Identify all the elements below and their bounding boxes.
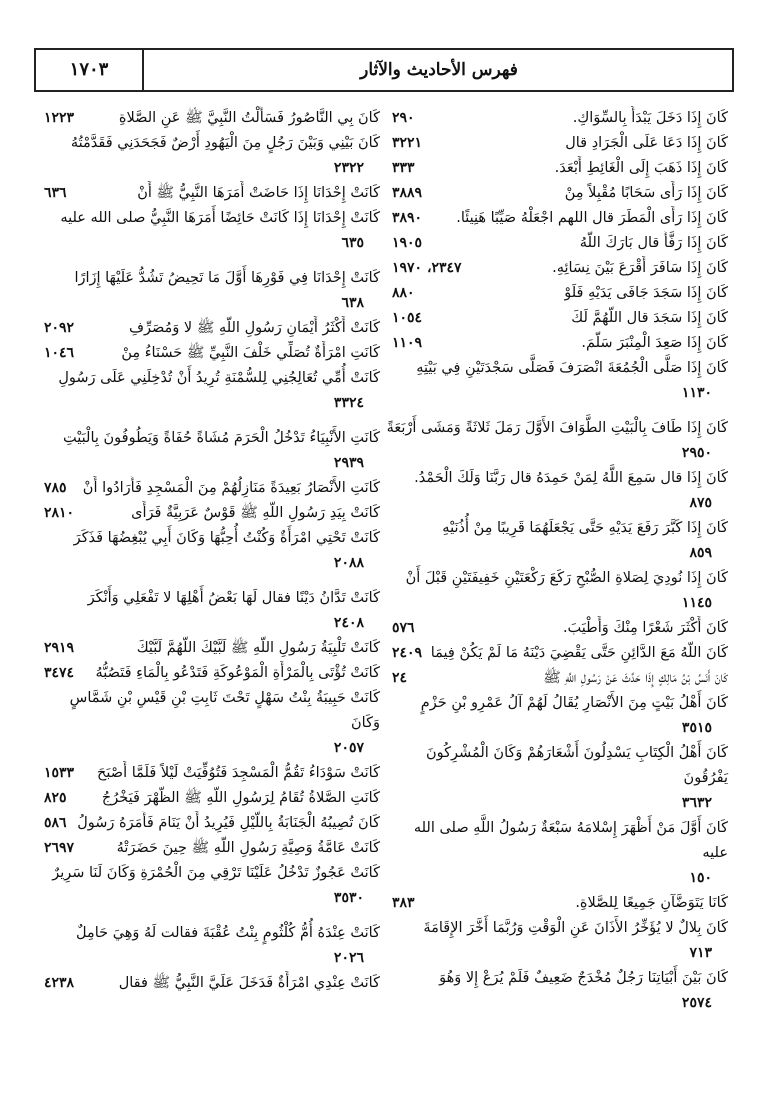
index-entry: كَانَتْ سَوْدَاءُ تَقُمُّ الْمَسْجِدَ فَتُوُفِّيَتْ لَيْلاً فَلَمَّا أَصْبَحَ ١٥٣٣ [44, 765, 380, 781]
index-entry: كَانَتِ الأَنْبِيَاءُ تَدْخُلُ الْحَرَمَ مُشَاةً حُفَاةً وَيَطُوفُونَ بِالْبَيْتِ ٢٩٣٩ [63, 430, 380, 471]
index-entry: كَانَ إِذَا رَفَّأَ قال بَارَكَ اللَّهُ ١٩٠٥ [392, 235, 728, 251]
index-entry: كَانَ أَنَسُ بْنُ مَالِكٍ إِذَا حَدَّثَ عَنْ رَسُولِ اللَّهِ ﷺ ٢٤ [392, 670, 728, 686]
index-entry: كَانَ إِذَا دَخَلَ يَبْدَأُ بِالسِّوَاكِ. ٢٩٠ [392, 110, 728, 126]
index-entry: كَانَ بَيْنِي وَبَيْنَ رَجُلٍ مِنَ الْيَهُودِ أَرْضٌ فَجَحَدَنِي فَقَدَّمْتُهُ ٢٣٢٢ [70, 135, 380, 176]
index-entry: كَانَ بِي النَّاصُورُ فَسَأَلْتُ النَّبِيَّ ﷺ عَنِ الصَّلاةِ ١٢٢٣ [44, 110, 380, 126]
index-entry: كَانَ أَكْثَرَ شَعْرًا مِنْكَ وَأَطْيَبَ. ٥٧٦ [392, 620, 728, 636]
index-entry: كَانَتْ أَكْثَرُ أَيْمَانِ رَسُولِ اللَّهِ ﷺ لا وَمُصَرِّفِ ٢٠٩٢ [44, 320, 380, 336]
index-entry: كَانَ إِذَا سَافَرَ أَقْرَعَ بَيْنَ نِسَائِهِ. ٢٣٤٧، ١٩٧٠ [392, 260, 728, 276]
index-entry: كَانَ إِذَا سَجَدَ قال اللَّهُمَّ لَكَ ١٠٥٤ [392, 310, 728, 326]
index-entry: كَانَتْ أُمِّي تُعَالِجُنِي لِلسُّمْنَةِ تُرِيدُ أَنْ تُدْخِلَنِي عَلَى رَسُولِ ٣٣٢٤ [58, 370, 380, 411]
index-entry: كَانَ إِذَا رَأَى سَحَابًا مُقْبِلاً مِنْ ٣٨٨٩ [392, 185, 728, 201]
index-entry: كَانَ بِلالٌ لا يُؤَخِّرُ الأَذَانَ عَنِ الْوَقْتِ وَرُبَّمَا أَخَّرَ الإِقَامَةَ ٧١٣ [423, 920, 728, 961]
index-entry: كَانَتْ إِحْدَانَا فِي فَوْرِهَا أَوَّلَ مَا تَحِيضُ تَشُدُّ عَلَيْهَا إِزَارًا ٦٣٨ [74, 270, 380, 311]
index-entry: كَانَتْ حَبِيبَةُ بِنْتُ سَهْلٍ تَحْتَ ثَابِتِ بْنِ قَيْسِ بْنِ شَمَّاسٍ وَكَانَ ٢٠٥٧ [69, 690, 380, 756]
index-entry: كَانَتْ عِنْدَهُ أُمُّ كُلْثُومٍ بِنْتُ عُقْبَةَ فقالت لَهُ وَهِيَ حَامِلٌ ٢٠٢٦ [75, 925, 380, 966]
index-column-right [386, 106, 728, 1016]
index-entry: كَانَتْ تَلْبِيَةُ رَسُولِ اللَّهِ ﷺ لَبَّيْكَ اللَّهُمَّ لَبَّيْكَ ٢٩١٩ [44, 640, 380, 656]
index-entry: كَانَ إِذَا صَعِدَ الْمِنْبَرَ سَلَّمَ. ١١٠٩ [392, 335, 728, 351]
index-entry: كَانَ اللَّهُ مَعَ الدَّائِنِ حَتَّى يَقْضِيَ دَيْنَهُ مَا لَمْ يَكُنْ فِيمَا ٢٤٠٩ [392, 645, 728, 661]
index-entry: كَانَ إِذَا رَأَى الْمَطَرَ قال اللهم اجْعَلْهُ صَيِّبًا هَنِيئًا. ٣٨٩٠ [392, 210, 728, 226]
index-entry: كَانَتْ إِحْدَانَا إِذَا كَانَتْ حَائِضًا أَمَرَهَا النَّبِيُّ صلى الله عليه ٦٣٥ [60, 210, 380, 251]
index-entry: كَانَتْ تُؤْتَى بِالْمَرْأَةِ الْمَوْعُوكَةِ فَتَدْعُو بِالْمَاءِ فَتَصُبُّهُ ٣٤٧٤ [44, 665, 380, 681]
index-entry: كَانَ إِذَا دَعَا عَلَى الْجَرَادِ قال ٣٢٢١ [392, 135, 728, 151]
page-title: فهرس الأحاديث والآثار [360, 60, 518, 80]
index-entry: كَانَ بَيْنَ أَبْيَاتِنَا رَجُلٌ مُخْدَجٌ ضَعِيفٌ فَلَمْ يُرَعْ إِلا وَهُوَ ٢٥٧٤ [439, 970, 728, 1011]
index-entry: كَانَتْ عَامَّةُ وَصِيَّةِ رَسُولِ اللَّهِ ﷺ حِينَ حَضَرَتْهُ ٢٦٩٧ [44, 840, 380, 856]
page-number: ١٧٠٣ [36, 50, 144, 90]
index-entry: كَانَتْ إِحْدَانَا إِذَا حَاضَتْ أَمَرَهَا النَّبِيُّ ﷺ أَنْ ٦٣٦ [44, 185, 380, 201]
index-entry: كَانَتْ بِيَدِ رَسُولِ اللَّهِ ﷺ قَوْسٌ عَرَبِيَّةٌ فَرَأَى ٢٨١٠ [44, 505, 380, 521]
index-entry: كَانَتْ تَحْتِي امْرَأَةٌ وَكُنْتُ أُحِبُّهَا وَكَانَ أَبِي يُبْغِضُهَا فَذَكَرَ ٢٠٨٨ [73, 530, 380, 571]
index-entry: كَانَ إِذَا طَافَ بِالْبَيْتِ الطَّوَافَ الأَوَّلَ رَمَلَ ثَلاثَةً وَمَشَى أَرْبَعَةً ٢٩٥٠ [386, 420, 728, 461]
index-entry: كَانَ إِذَا صَلَّى الْجُمُعَةَ انْصَرَفَ فَصَلَّى سَجْدَتَيْنِ فِي بَيْتِهِ ١١٣٠ [416, 360, 728, 401]
index-entry: كَانَتِ امْرَأَةٌ تُصَلِّي خَلْفَ النَّبِيِّ ﷺ حَسْنَاءُ مِنْ ١٠٤٦ [44, 345, 380, 361]
index-column-left [38, 106, 380, 996]
index-entry: كَانَ تُصِيبُهُ الْجَنَابَةُ بِاللَّيْلِ فَيُرِيدُ أَنْ يَنَامَ فَأَمَرَهُ رَسُولُ ٥٨٦ [44, 815, 380, 831]
index-entry: كَانَا يَتَوَضَّآنِ جَمِيعًا لِلصَّلاةِ. ٣٨٣ [392, 895, 728, 911]
index-entry: كَانَتْ عَجُوزٌ تَدْخُلُ عَلَيْنَا تَرْقِي مِنَ الْحُمْرَةِ وَكَانَ لَنَا سَرِيرٌ ٣٥٣٠ [52, 865, 380, 906]
index-entry: كَانَ إِذَا سَجَدَ جَافَى يَدَيْهِ فَلَوْ ٨٨٠ [392, 285, 728, 301]
index-entry: كَانَ إِذَا ذَهَبَ إِلَى الْغَائِطِ أَبْعَدَ. ٣٣٣ [392, 160, 728, 176]
index-entry: كَانَ أَهْلُ بَيْتٍ مِنَ الأَنْصَارِ يُقَالُ لَهُمْ آلُ عَمْرِو بْنِ حَزْمٍ ٣٥١٥ [420, 695, 728, 736]
index-entry: كَانَ إِذَا قال سَمِعَ اللَّهُ لِمَنْ حَمِدَهُ قال رَبَّنَا وَلَكَ الْحَمْدُ. ٨٧٥ [414, 470, 728, 511]
index-entry: كَانَتْ عِنْدِي امْرَأَةٌ فَدَخَلَ عَلَيَّ النَّبِيُّ ﷺ فقال ٤٢٣٨ [44, 975, 380, 991]
index-entry: كَانَ أَوَّلَ مَنْ أَظْهَرَ إِسْلامَهُ سَبْعَةٌ رَسُولُ اللَّهِ صلى الله عليه ١٥٠ [413, 820, 728, 886]
index-entry: كَانَ أَهْلُ الْكِتَابِ يَسْدِلُونَ أَشْعَارَهُمْ وَكَانَ الْمُشْرِكُونَ يَفْرُقُونَ ٣٦٣٢ [426, 745, 728, 811]
index-entry: كَانَتِ الصَّلاةُ تُقَامُ لِرَسُولِ اللَّهِ ﷺ الظُّهْرَ فَيَخْرُجُ ٨٢٥ [44, 790, 380, 806]
index-entry: كَانَ إِذَا نُودِيَ لِصَلاةِ الصُّبْحِ رَكَعَ رَكْعَتَيْنِ خَفِيفَتَيْنِ قَبْلَ أَنْ ١١٤٥ [405, 570, 728, 611]
index-entry: كَانَتِ الأَنْصَارُ بَعِيدَةً مَنَازِلُهُمْ مِنَ الْمَسْجِدِ فَأَرَادُوا أَنْ ٧٨٥ [44, 480, 380, 496]
index-page [34, 48, 734, 1098]
index-entry: كَانَتْ تَدَّانُ دَيْنًا فقال لَهَا بَعْضُ أَهْلِهَا لا تَفْعَلِي وَأَنْكَرَ ٢٤٠٨ [87, 590, 380, 631]
page-header [34, 48, 734, 92]
index-entry: كَانَ إِذَا كَبَّرَ رَفَعَ يَدَيْهِ حَتَّى يَجْعَلَهُمَا قَرِيبًا مِنْ أُذُنَيْهِ ٨٥٩ [442, 520, 728, 561]
